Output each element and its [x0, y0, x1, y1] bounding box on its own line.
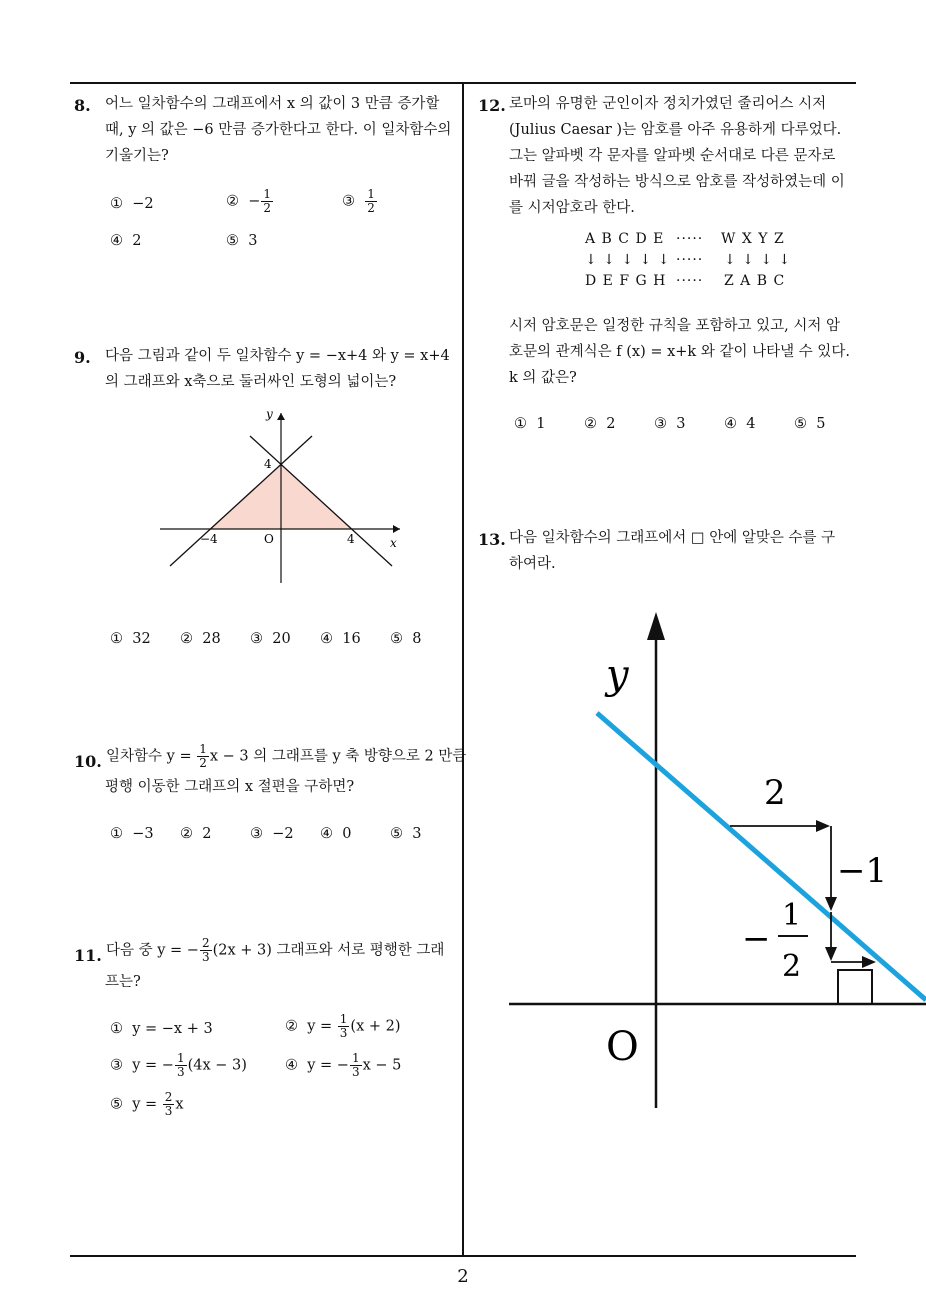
cipher-plain-left: A B C D E — [585, 231, 665, 247]
q9-option-5[interactable]: ⑤ 8 — [390, 631, 422, 647]
q10-number: 10. — [74, 752, 102, 771]
y-label: y — [266, 407, 273, 421]
q11-line2: 프는? — [105, 974, 141, 990]
x-pos4-label: 4 — [347, 532, 355, 546]
q8-option-1[interactable]: ① −2 — [110, 196, 154, 212]
q8-line3: 기울기는? — [105, 148, 169, 164]
q8-option-4[interactable]: ④ 2 — [110, 233, 142, 249]
q12-number: 12. — [478, 96, 506, 115]
q11-option-3[interactable]: ③ y = − $\frac{1}{3}$ (4x − 3) — [110, 1051, 247, 1079]
cipher-dots-2: ····· — [676, 252, 704, 268]
y-label: y — [606, 652, 629, 698]
q12-line3: 그는 알파벳 각 문자를 알파벳 순서대로 다른 문자로 — [509, 148, 836, 164]
rise-arrow-2-head-icon — [825, 947, 837, 961]
y-axis-arrow-icon — [277, 413, 285, 420]
q9-option-4[interactable]: ④ 16 — [320, 631, 361, 647]
q11-option-5[interactable]: ⑤ y = $\frac{2}{3}$ x — [110, 1090, 184, 1118]
q9-triangle-graph — [150, 405, 410, 590]
q12-after1: 시저 암호문은 일정한 규칙을 포함하고 있고, 시저 암 — [509, 318, 841, 334]
cipher-plain-right: W X Y Z — [721, 231, 785, 247]
bottom-rule — [70, 1255, 856, 1257]
q8-line2: 때, y 의 값은 −6 만큼 증가한다고 한다. 이 일차함수의 — [105, 122, 452, 138]
q10-line1: 일차함수 y = $\frac{1}{2}$ x − 3 의 그래프를 y 축 방향으로 2 만큼 — [106, 742, 467, 770]
q11-option-2[interactable]: ② y = $\frac{1}{3}$ (x + 2) — [285, 1012, 401, 1040]
half-denominator: 2 — [782, 949, 802, 984]
origin-label: O — [606, 1024, 639, 1070]
q12-option-1[interactable]: ① 1 — [514, 416, 546, 432]
answer-box[interactable] — [838, 970, 872, 1004]
y-intercept-label: 4 — [264, 457, 272, 471]
x-label: x — [390, 536, 397, 550]
q9-line2: 의 그래프와 x축으로 둘러싸인 도형의 넓이는? — [105, 374, 397, 390]
q12-after3: k 의 값은? — [509, 370, 577, 386]
q13-line2: 하여라. — [509, 556, 556, 572]
cipher-dots-1: ····· — [676, 231, 704, 247]
x-neg4-label: −4 — [200, 532, 218, 546]
q12-line2: (Julius Caesar )는 암호를 아주 유용하게 다루었다. — [509, 122, 842, 138]
q9-option-2[interactable]: ② 28 — [180, 631, 221, 647]
q9-line1: 다음 그림과 같이 두 일차함수 y = −x+4 와 y = x+4 — [105, 348, 450, 364]
q13-line1: 다음 일차함수의 그래프에서 □ 안에 알맞은 수를 구 — [509, 530, 836, 546]
q11-option-1[interactable]: ① y = −x + 3 — [110, 1021, 213, 1037]
q10-option-5[interactable]: ⑤ 3 — [390, 826, 422, 842]
q11-option-4[interactable]: ④ y = − $\frac{1}{3}$ x − 5 — [285, 1051, 402, 1079]
q10-line2: 평행 이동한 그래프의 x 절편을 구하면? — [105, 779, 355, 795]
q12-option-3[interactable]: ③ 3 — [654, 416, 686, 432]
q12-line5: 를 시저암호라 한다. — [509, 200, 635, 216]
half-numerator: 1 — [782, 898, 802, 933]
q9-option-1[interactable]: ① 32 — [110, 631, 151, 647]
cipher-coded-left: D E F G H — [585, 273, 667, 289]
q12-after2: 호문의 관계식은 f (x) = x+k 와 같이 나타낼 수 있다. — [509, 344, 850, 360]
neg-half-sign: − — [742, 919, 771, 959]
origin-label: O — [264, 532, 274, 546]
q13-slope-graph — [464, 600, 926, 1120]
q12-option-5[interactable]: ⑤ 5 — [794, 416, 826, 432]
rise-label: −1 — [837, 851, 888, 891]
q12-option-2[interactable]: ② 2 — [584, 416, 616, 432]
run-arrow-head-icon — [816, 820, 830, 832]
cipher-arrows-left: ↓ ↓ ↓ ↓ ↓ — [585, 252, 671, 268]
q8-number: 8. — [74, 96, 91, 115]
q9-number: 9. — [74, 348, 91, 367]
q8-line1: 어느 일차함수의 그래프에서 x 의 값이 3 만큼 증가할 — [105, 96, 440, 112]
run-label: 2 — [764, 773, 786, 813]
cipher-arrows-right: ↓ ↓ ↓ ↓ — [724, 252, 792, 268]
q12-option-4[interactable]: ④ 4 — [724, 416, 756, 432]
q8-option-3[interactable]: ③ $\frac{1}{2}$ — [342, 187, 375, 215]
q12-line4: 바꿔 글을 작성하는 방식으로 암호를 작성하였는데 이 — [509, 174, 845, 190]
page-number: 2 — [457, 1266, 469, 1287]
x-axis-arrow-icon — [393, 525, 400, 533]
y-axis-arrow-icon — [647, 612, 665, 640]
q10-option-2[interactable]: ② 2 — [180, 826, 212, 842]
q11-line1: 다음 중 y = − $\frac{2}{3}$ (2x + 3) 그래프와 서로 평행한 그래 — [106, 936, 445, 964]
q10-option-1[interactable]: ① −3 — [110, 826, 154, 842]
q13-number: 13. — [478, 530, 506, 549]
cipher-coded-right: Z A B C — [724, 273, 786, 289]
q10-option-4[interactable]: ④ 0 — [320, 826, 352, 842]
q9-option-3[interactable]: ③ 20 — [250, 631, 291, 647]
q12-line1: 로마의 유명한 군인이자 정치가였던 줄리어스 시저 — [509, 96, 827, 112]
rise-arrow-head-icon — [825, 897, 837, 911]
q10-option-3[interactable]: ③ −2 — [250, 826, 294, 842]
q8-option-5[interactable]: ⑤ 3 — [226, 233, 258, 249]
q11-number: 11. — [74, 946, 102, 965]
cipher-dots-3: ····· — [676, 273, 704, 289]
q8-option-2[interactable]: ② − $\frac{1}{2}$ — [226, 187, 272, 215]
